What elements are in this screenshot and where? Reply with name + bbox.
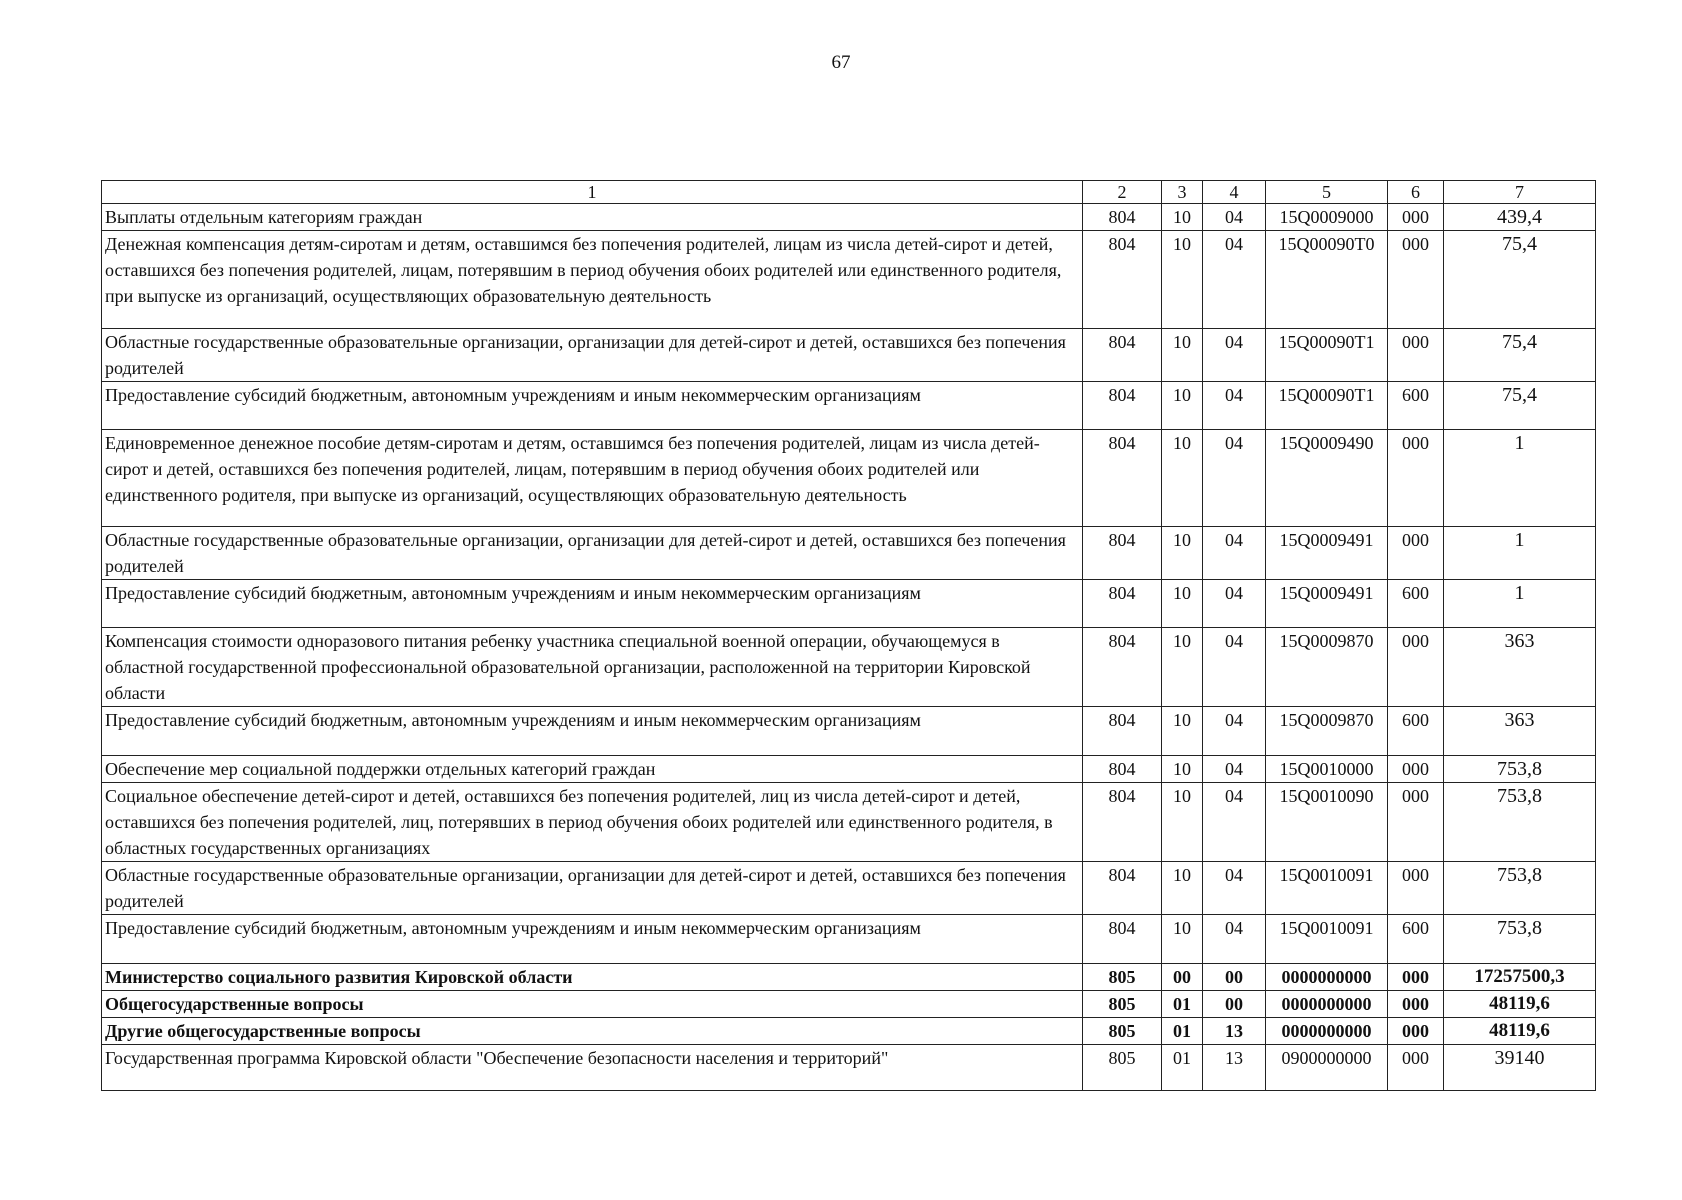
row-code-3: 10 xyxy=(1162,707,1203,756)
row-code-6: 600 xyxy=(1388,707,1444,756)
row-code-2: 804 xyxy=(1083,329,1162,382)
row-code-3: 01 xyxy=(1162,1045,1203,1091)
row-code-3: 10 xyxy=(1162,783,1203,862)
table-row xyxy=(102,756,1596,783)
row-code-3: 10 xyxy=(1162,382,1203,430)
row-code-5: 0900000000 xyxy=(1266,1045,1388,1091)
page-number: 67 xyxy=(831,52,851,73)
row-amount: 17257500,3 xyxy=(1444,964,1596,991)
row-name: Общегосударственные вопросы xyxy=(102,991,1083,1018)
row-name: Государственная программа Кировской области "Обеспечение безопасности населения и территорий" xyxy=(102,1045,1083,1091)
row-code-6: 600 xyxy=(1388,382,1444,430)
row-code-4: 04 xyxy=(1203,382,1266,430)
header-col-2: 2 xyxy=(1083,181,1162,204)
row-name: Предоставление субсидий бюджетным, автономным учреждениям и иным некоммерческим организациям xyxy=(102,580,1083,628)
table-row xyxy=(102,628,1596,707)
row-code-2: 804 xyxy=(1083,756,1162,783)
row-code-4: 13 xyxy=(1203,1018,1266,1045)
row-code-6: 600 xyxy=(1388,580,1444,628)
row-code-2: 805 xyxy=(1083,991,1162,1018)
row-code-6: 000 xyxy=(1388,862,1444,915)
row-code-5: 15Q0009491 xyxy=(1266,580,1388,628)
header-row xyxy=(102,181,1596,204)
table-row xyxy=(102,964,1596,991)
row-code-5: 15Q0009490 xyxy=(1266,430,1388,527)
row-name: Министерство социального развития Кировской области xyxy=(102,964,1083,991)
row-code-3: 10 xyxy=(1162,628,1203,707)
row-code-4: 04 xyxy=(1203,231,1266,329)
row-code-5: 15Q0010091 xyxy=(1266,862,1388,915)
table-body xyxy=(102,204,1596,1091)
row-code-2: 805 xyxy=(1083,964,1162,991)
table-row xyxy=(102,991,1596,1018)
row-code-3: 10 xyxy=(1162,204,1203,231)
row-amount: 48119,6 xyxy=(1444,1018,1596,1045)
row-code-3: 01 xyxy=(1162,991,1203,1018)
header-col-1: 1 xyxy=(102,181,1083,204)
table-row xyxy=(102,430,1596,527)
table-row xyxy=(102,707,1596,756)
row-code-6: 600 xyxy=(1388,915,1444,964)
row-code-5: 15Q0009000 xyxy=(1266,204,1388,231)
row-code-2: 804 xyxy=(1083,204,1162,231)
table-row xyxy=(102,204,1596,231)
row-code-6: 000 xyxy=(1388,628,1444,707)
row-code-4: 04 xyxy=(1203,204,1266,231)
row-code-2: 805 xyxy=(1083,1018,1162,1045)
row-code-5: 15Q0010090 xyxy=(1266,783,1388,862)
row-name: Выплаты отдельным категориям граждан xyxy=(102,204,1083,231)
row-code-5: 15Q0009491 xyxy=(1266,527,1388,580)
row-amount: 39140 xyxy=(1444,1045,1596,1091)
row-code-5: 15Q0009870 xyxy=(1266,707,1388,756)
row-amount: 1 xyxy=(1444,430,1596,527)
row-code-4: 00 xyxy=(1203,991,1266,1018)
row-code-6: 000 xyxy=(1388,1045,1444,1091)
row-amount: 753,8 xyxy=(1444,783,1596,862)
row-code-3: 10 xyxy=(1162,756,1203,783)
row-code-2: 804 xyxy=(1083,430,1162,527)
row-code-2: 804 xyxy=(1083,783,1162,862)
row-code-2: 804 xyxy=(1083,707,1162,756)
row-code-4: 04 xyxy=(1203,756,1266,783)
row-code-4: 04 xyxy=(1203,783,1266,862)
row-name: Компенсация стоимости одноразового питания ребенку участника специальной военной операции, обучающемуся в областной государственной профессиональной образовательной организации, расположенной на территории Кировской области xyxy=(102,628,1083,707)
row-code-3: 00 xyxy=(1162,964,1203,991)
row-code-6: 000 xyxy=(1388,1018,1444,1045)
row-code-5: 15Q0010000 xyxy=(1266,756,1388,783)
row-code-4: 04 xyxy=(1203,580,1266,628)
row-code-2: 804 xyxy=(1083,628,1162,707)
row-amount: 363 xyxy=(1444,628,1596,707)
row-name: Другие общегосударственные вопросы xyxy=(102,1018,1083,1045)
row-amount: 363 xyxy=(1444,707,1596,756)
row-code-5: 0000000000 xyxy=(1266,1018,1388,1045)
row-code-6: 000 xyxy=(1388,204,1444,231)
row-code-2: 804 xyxy=(1083,527,1162,580)
budget-table xyxy=(101,180,1596,1091)
table-row xyxy=(102,915,1596,964)
row-code-6: 000 xyxy=(1388,964,1444,991)
row-code-3: 10 xyxy=(1162,862,1203,915)
row-amount: 1 xyxy=(1444,580,1596,628)
row-name: Предоставление субсидий бюджетным, автономным учреждениям и иным некоммерческим организациям xyxy=(102,915,1083,964)
row-amount: 75,4 xyxy=(1444,231,1596,329)
row-code-4: 04 xyxy=(1203,527,1266,580)
table-row xyxy=(102,329,1596,382)
row-amount: 439,4 xyxy=(1444,204,1596,231)
row-code-2: 805 xyxy=(1083,1045,1162,1091)
table-row xyxy=(102,1018,1596,1045)
row-code-5: 15Q0010091 xyxy=(1266,915,1388,964)
row-name: Единовременное денежное пособие детям-сиротам и детям, оставшимся без попечения родителей, лицам из числа детей-сирот и детей, оставшихся без попечения родителей, лицам, потерявшим в период обучения обоих родителей или единственного родителя, при выпуске из организаций, осуществляющих образовательную деятельность xyxy=(102,430,1083,527)
row-code-5: 15Q00090T1 xyxy=(1266,329,1388,382)
row-code-5: 15Q0009870 xyxy=(1266,628,1388,707)
row-name: Предоставление субсидий бюджетным, автономным учреждениям и иным некоммерческим организациям xyxy=(102,382,1083,430)
row-code-6: 000 xyxy=(1388,430,1444,527)
row-code-3: 10 xyxy=(1162,329,1203,382)
row-code-2: 804 xyxy=(1083,382,1162,430)
table-header xyxy=(102,181,1596,204)
row-name: Областные государственные образовательные организации, организации для детей-сирот и детей, оставшихся без попечения родителей xyxy=(102,329,1083,382)
row-amount: 1 xyxy=(1444,527,1596,580)
row-code-6: 000 xyxy=(1388,527,1444,580)
row-code-2: 804 xyxy=(1083,915,1162,964)
row-code-3: 10 xyxy=(1162,915,1203,964)
row-amount: 48119,6 xyxy=(1444,991,1596,1018)
row-name: Областные государственные образовательные организации, организации для детей-сирот и детей, оставшихся без попечения родителей xyxy=(102,862,1083,915)
table-row xyxy=(102,783,1596,862)
row-code-4: 04 xyxy=(1203,628,1266,707)
row-amount: 753,8 xyxy=(1444,915,1596,964)
row-code-3: 10 xyxy=(1162,231,1203,329)
row-code-4: 04 xyxy=(1203,430,1266,527)
row-code-5: 0000000000 xyxy=(1266,991,1388,1018)
row-code-5: 0000000000 xyxy=(1266,964,1388,991)
row-name: Социальное обеспечение детей-сирот и детей, оставшихся без попечения родителей, лиц из числа детей-сирот и детей, оставшихся без попечения родителей, лиц, потерявших в период обучения обоих родителей или единственного родителя, в областных государственных организациях xyxy=(102,783,1083,862)
row-code-6: 000 xyxy=(1388,329,1444,382)
row-code-3: 10 xyxy=(1162,580,1203,628)
row-code-6: 000 xyxy=(1388,231,1444,329)
row-code-6: 000 xyxy=(1388,756,1444,783)
row-name: Областные государственные образовательные организации, организации для детей-сирот и детей, оставшихся без попечения родителей xyxy=(102,527,1083,580)
row-code-2: 804 xyxy=(1083,231,1162,329)
table-row xyxy=(102,382,1596,430)
row-amount: 75,4 xyxy=(1444,329,1596,382)
row-code-4: 13 xyxy=(1203,1045,1266,1091)
row-amount: 753,8 xyxy=(1444,756,1596,783)
header-col-5: 5 xyxy=(1266,181,1388,204)
row-code-3: 01 xyxy=(1162,1018,1203,1045)
row-code-6: 000 xyxy=(1388,991,1444,1018)
header-col-4: 4 xyxy=(1203,181,1266,204)
row-name: Предоставление субсидий бюджетным, автономным учреждениям и иным некоммерческим организациям xyxy=(102,707,1083,756)
row-code-3: 10 xyxy=(1162,527,1203,580)
row-name: Обеспечение мер социальной поддержки отдельных категорий граждан xyxy=(102,756,1083,783)
row-code-4: 04 xyxy=(1203,915,1266,964)
row-amount: 753,8 xyxy=(1444,862,1596,915)
row-code-2: 804 xyxy=(1083,580,1162,628)
table-row xyxy=(102,527,1596,580)
row-code-3: 10 xyxy=(1162,430,1203,527)
table-row xyxy=(102,1045,1596,1091)
row-code-6: 000 xyxy=(1388,783,1444,862)
row-code-5: 15Q00090T1 xyxy=(1266,382,1388,430)
header-col-3: 3 xyxy=(1162,181,1203,204)
header-col-6: 6 xyxy=(1388,181,1444,204)
table-row xyxy=(102,231,1596,329)
row-code-4: 04 xyxy=(1203,329,1266,382)
header-col-7: 7 xyxy=(1444,181,1596,204)
row-amount: 75,4 xyxy=(1444,382,1596,430)
row-code-5: 15Q00090T0 xyxy=(1266,231,1388,329)
table-row xyxy=(102,580,1596,628)
row-code-4: 04 xyxy=(1203,862,1266,915)
row-code-2: 804 xyxy=(1083,862,1162,915)
table-row xyxy=(102,862,1596,915)
row-code-4: 04 xyxy=(1203,707,1266,756)
row-name: Денежная компенсация детям-сиротам и детям, оставшимся без попечения родителей, лицам из числа детей-сирот и детей, оставшихся без попечения родителей, лицам, потерявшим в период обучения обоих родителей или единственного родителя, при выпуске из организаций, осуществляющих образовательную деятельность xyxy=(102,231,1083,329)
row-code-4: 00 xyxy=(1203,964,1266,991)
